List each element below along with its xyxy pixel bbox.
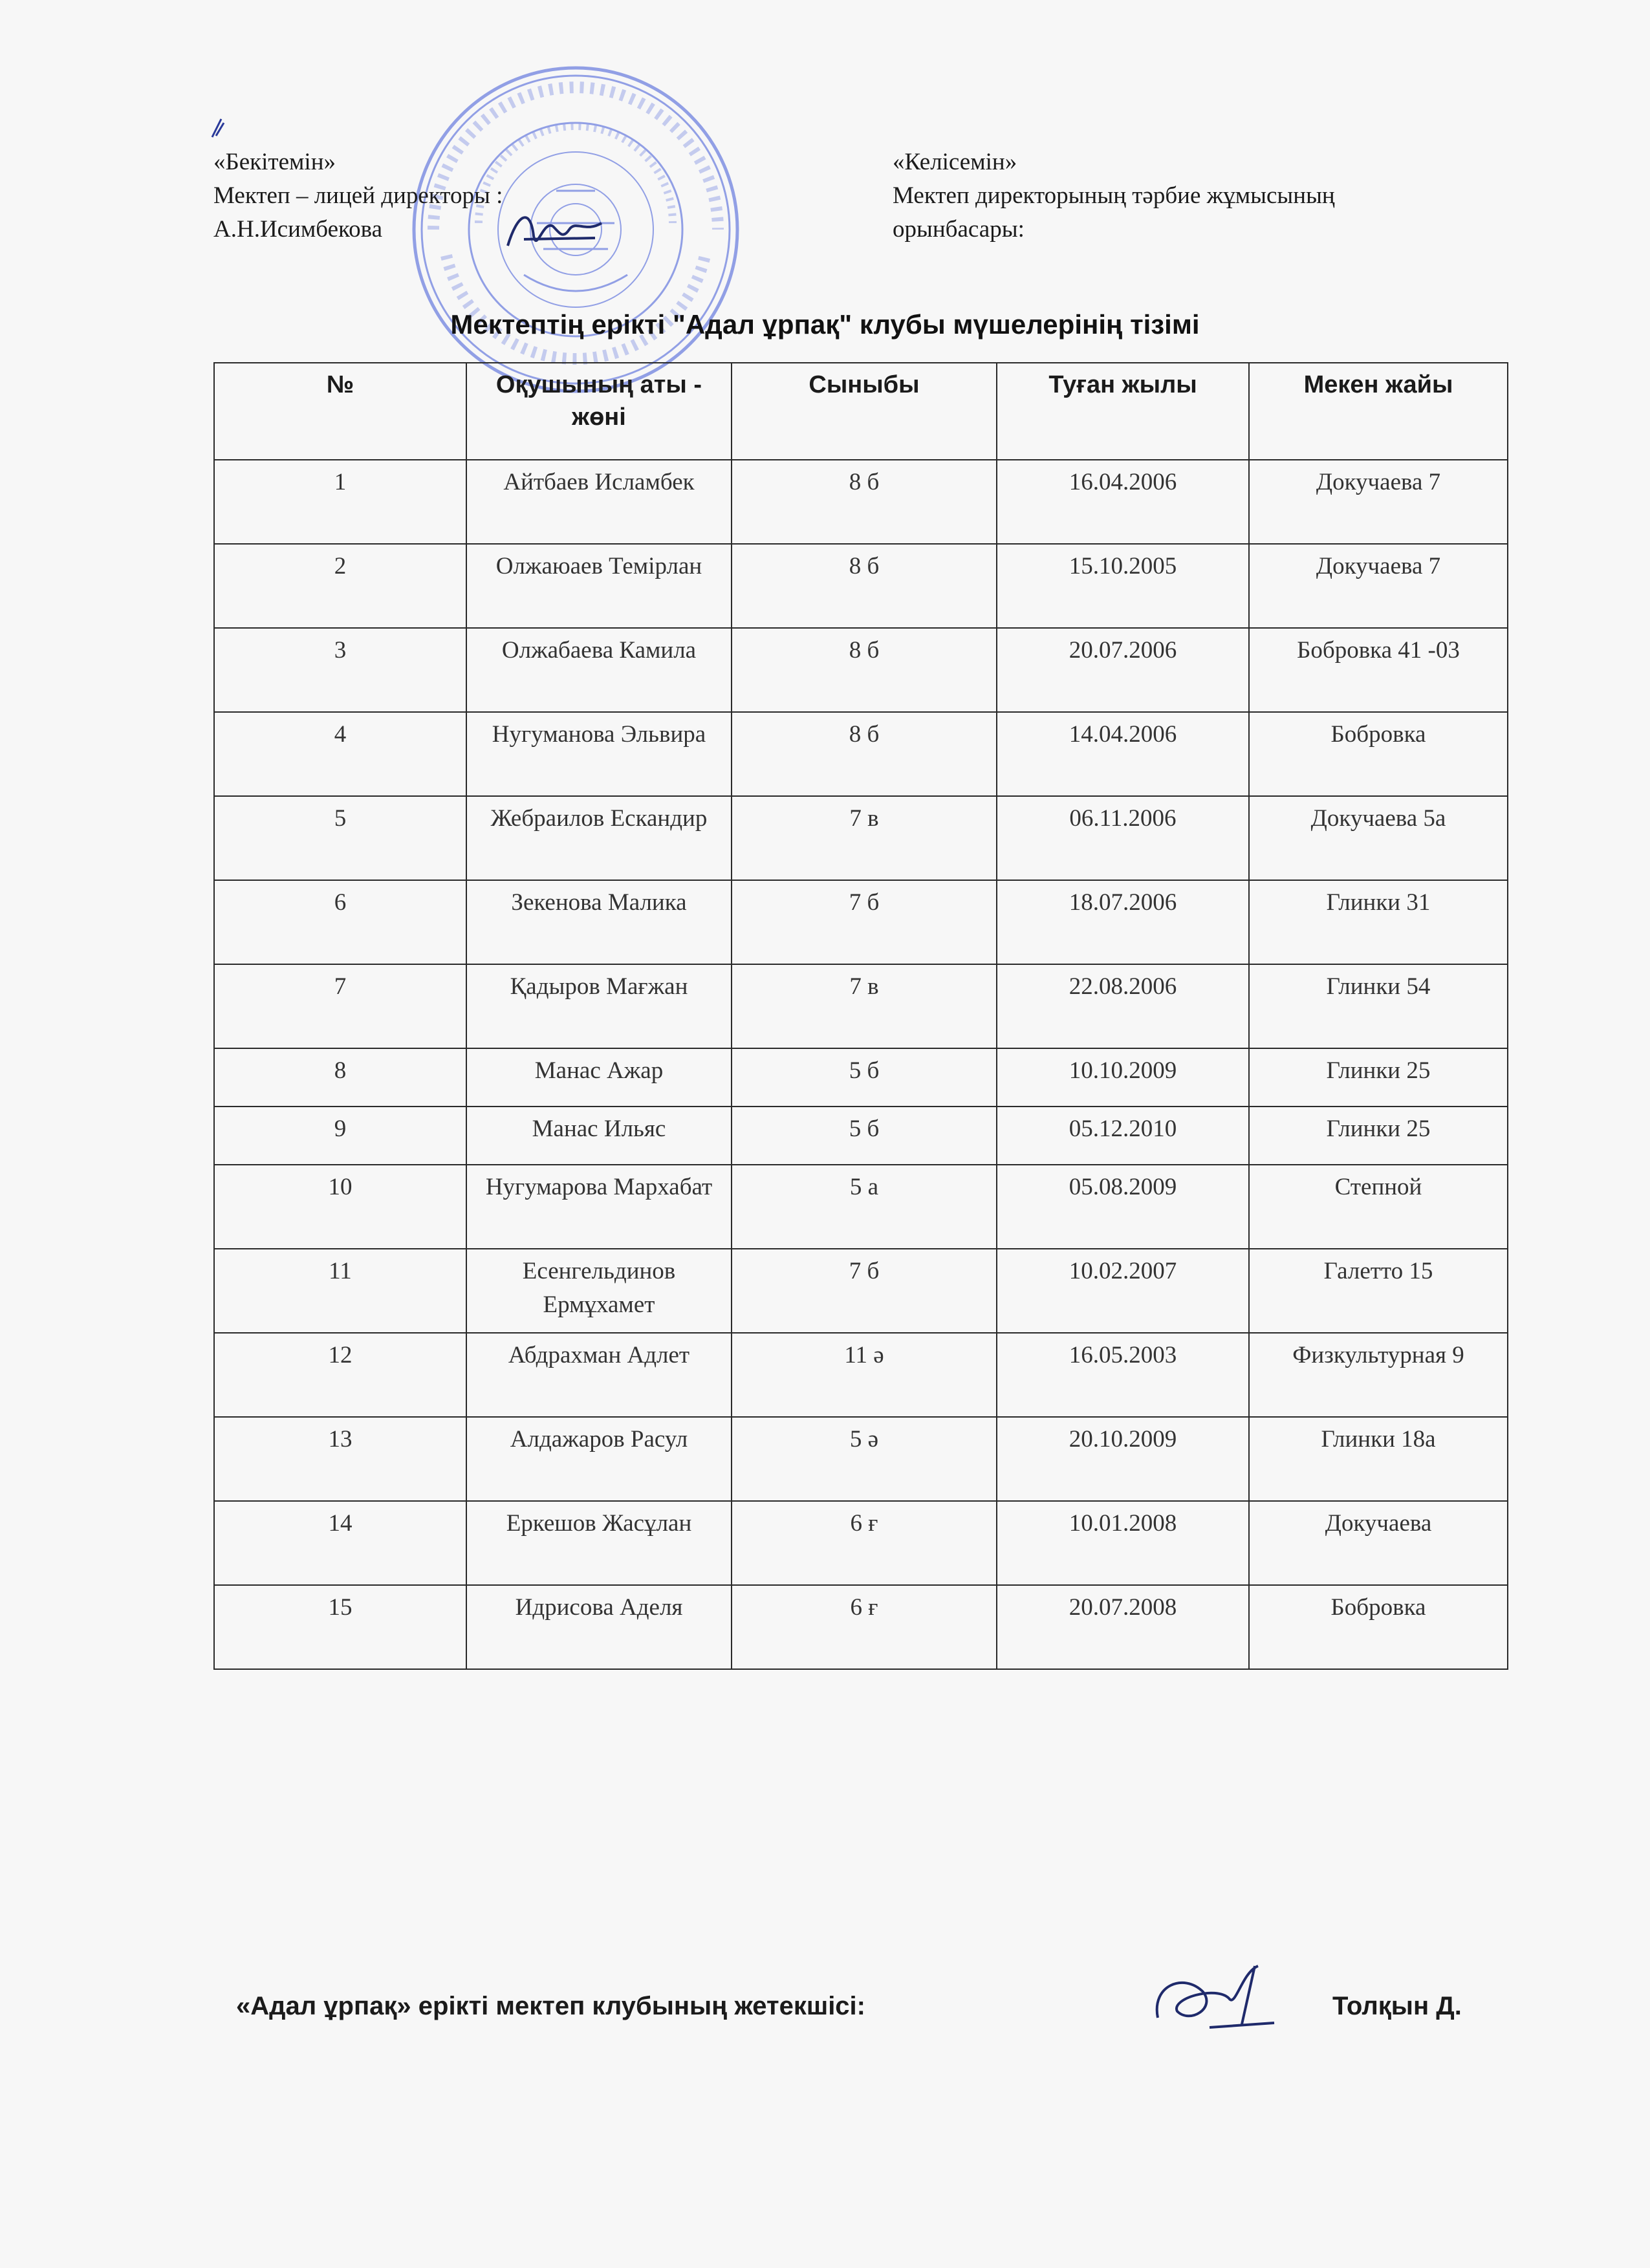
birth-date: 10.02.2007 bbox=[997, 1249, 1249, 1333]
student-class: 8 б bbox=[732, 544, 997, 628]
birth-date: 06.11.2006 bbox=[997, 796, 1249, 880]
birth-date: 10.01.2008 bbox=[997, 1501, 1249, 1585]
row-number: 2 bbox=[214, 544, 466, 628]
address: Глинки 18а bbox=[1249, 1417, 1508, 1501]
row-number: 14 bbox=[214, 1501, 466, 1585]
table-row bbox=[214, 1501, 1508, 1585]
address: Докучаева bbox=[1249, 1501, 1508, 1585]
table-row bbox=[214, 628, 1508, 712]
student-name: Идрисова Аделя bbox=[466, 1585, 732, 1669]
header-class: Сыныбы bbox=[732, 363, 997, 460]
agreement-heading: «Келісемін» bbox=[893, 149, 1017, 175]
row-number: 9 bbox=[214, 1107, 466, 1165]
student-name: Алдажаров Расул bbox=[466, 1417, 732, 1501]
student-name: Еркешов Жасұлан bbox=[466, 1501, 732, 1585]
members-table bbox=[213, 362, 1508, 1670]
address: Глинки 25 bbox=[1249, 1048, 1508, 1107]
birth-date: 18.07.2006 bbox=[997, 880, 1249, 964]
birth-date: 20.07.2006 bbox=[997, 628, 1249, 712]
address: Бобровка bbox=[1249, 712, 1508, 796]
student-class: 11 ә bbox=[732, 1333, 997, 1417]
row-number: 6 bbox=[214, 880, 466, 964]
student-class: 5 ә bbox=[732, 1417, 997, 1501]
address: Бобровка bbox=[1249, 1585, 1508, 1669]
table-row bbox=[214, 880, 1508, 964]
student-name: Манас Ажар bbox=[466, 1048, 732, 1107]
table-row bbox=[214, 1333, 1508, 1417]
birth-date: 05.08.2009 bbox=[997, 1165, 1249, 1249]
student-class: 7 б bbox=[732, 880, 997, 964]
birth-date: 16.05.2003 bbox=[997, 1333, 1249, 1417]
header-student-name: Оқушының аты - жөні bbox=[466, 363, 732, 460]
student-name: Есенгельдинов Ермұхамет bbox=[466, 1249, 732, 1333]
table-row bbox=[214, 1048, 1508, 1107]
address: Докучаева 5а bbox=[1249, 796, 1508, 880]
birth-date: 20.10.2009 bbox=[997, 1417, 1249, 1501]
student-name: Жебраилов Ескандир bbox=[466, 796, 732, 880]
student-name: Қадыров Мағжан bbox=[466, 964, 732, 1048]
student-class: 5 б bbox=[732, 1048, 997, 1107]
club-leader-role: «Адал ұрпақ» ерікті мектеп клубының жетекшісі: bbox=[236, 1992, 865, 2020]
approval-heading: «Бекітемін» bbox=[213, 149, 336, 175]
student-class: 7 в bbox=[732, 796, 997, 880]
row-number: 11 bbox=[214, 1249, 466, 1333]
row-number: 3 bbox=[214, 628, 466, 712]
table-row bbox=[214, 1585, 1508, 1669]
address: Докучаева 7 bbox=[1249, 460, 1508, 544]
approval-position: Мектеп – лицей директоры : bbox=[213, 182, 503, 209]
agreement-position: Мектеп директорының тәрбие жұмысының bbox=[893, 182, 1335, 209]
student-class: 5 б bbox=[732, 1107, 997, 1165]
address: Глинки 54 bbox=[1249, 964, 1508, 1048]
birth-date: 10.10.2009 bbox=[997, 1048, 1249, 1107]
address: Глинки 31 bbox=[1249, 880, 1508, 964]
table-row bbox=[214, 712, 1508, 796]
table-row bbox=[214, 1417, 1508, 1501]
address: Глинки 25 bbox=[1249, 1107, 1508, 1165]
row-number: 4 bbox=[214, 712, 466, 796]
student-class: 8 б bbox=[732, 712, 997, 796]
approval-block bbox=[213, 146, 503, 246]
row-number: 15 bbox=[214, 1585, 466, 1669]
approval-director-name: А.Н.Исимбекова bbox=[213, 216, 383, 243]
director-signature bbox=[505, 200, 608, 265]
address: Докучаева 7 bbox=[1249, 544, 1508, 628]
student-name: Нугумарова Мархабат bbox=[466, 1165, 732, 1249]
row-number: 8 bbox=[214, 1048, 466, 1107]
student-class: 5 а bbox=[732, 1165, 997, 1249]
student-name: Олжаюаев Темірлан bbox=[466, 544, 732, 628]
row-number: 10 bbox=[214, 1165, 466, 1249]
table-header-row bbox=[214, 363, 1508, 460]
address: Галетто 15 bbox=[1249, 1249, 1508, 1333]
student-name: Нугуманова Эльвира bbox=[466, 712, 732, 796]
address: Бобровка 41 -03 bbox=[1249, 628, 1508, 712]
table-row bbox=[214, 1107, 1508, 1165]
row-number: 5 bbox=[214, 796, 466, 880]
table-row bbox=[214, 796, 1508, 880]
document-title: Мектептің ерікті "Адал ұрпақ" клубы мүшелерінің тізімі bbox=[450, 309, 1200, 340]
birth-date: 16.04.2006 bbox=[997, 460, 1249, 544]
birth-date: 15.10.2005 bbox=[997, 544, 1249, 628]
student-name: Зекенова Малика bbox=[466, 880, 732, 964]
student-name: Олжабаева Камила bbox=[466, 628, 732, 712]
student-class: 8 б bbox=[732, 628, 997, 712]
row-number: 12 bbox=[214, 1333, 466, 1417]
address: Степной bbox=[1249, 1165, 1508, 1249]
pen-mark bbox=[207, 116, 233, 142]
address: Физкультурная 9 bbox=[1249, 1333, 1508, 1417]
student-name: Манас Ильяс bbox=[466, 1107, 732, 1165]
table-row bbox=[214, 1165, 1508, 1249]
agreement-position-cont: орынбасары: bbox=[893, 216, 1025, 243]
row-number: 1 bbox=[214, 460, 466, 544]
student-class: 6 ғ bbox=[732, 1585, 997, 1669]
table-row bbox=[214, 1249, 1508, 1333]
table-row bbox=[214, 460, 1508, 544]
birth-date: 22.08.2006 bbox=[997, 964, 1249, 1048]
club-leader-name: Толқын Д. bbox=[1332, 1992, 1462, 2020]
header-birth-date: Туған жылы bbox=[997, 363, 1249, 460]
student-class: 8 б bbox=[732, 460, 997, 544]
leader-signature bbox=[1145, 1947, 1294, 2044]
row-number: 7 bbox=[214, 964, 466, 1048]
student-name: Абдрахман Адлет bbox=[466, 1333, 732, 1417]
table-row bbox=[214, 544, 1508, 628]
student-class: 7 б bbox=[732, 1249, 997, 1333]
header-number: № bbox=[214, 363, 466, 460]
student-name: Айтбаев Исламбек bbox=[466, 460, 732, 544]
row-number: 13 bbox=[214, 1417, 466, 1501]
header-address: Мекен жайы bbox=[1249, 363, 1508, 460]
birth-date: 14.04.2006 bbox=[997, 712, 1249, 796]
agreement-block bbox=[893, 146, 1335, 246]
birth-date: 05.12.2010 bbox=[997, 1107, 1249, 1165]
table-row bbox=[214, 964, 1508, 1048]
birth-date: 20.07.2008 bbox=[997, 1585, 1249, 1669]
student-class: 7 в bbox=[732, 964, 997, 1048]
student-class: 6 ғ bbox=[732, 1501, 997, 1585]
